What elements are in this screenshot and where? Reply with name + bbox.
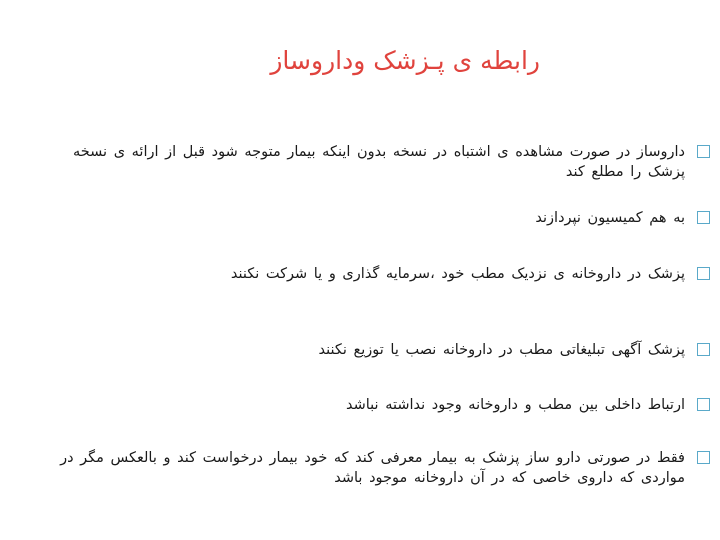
bullet-text: پزشک آگهی تبلیغاتی مطب در داروخانه نصب یا توزیع نکنند: [318, 342, 685, 358]
bullet-item: [40, 340, 710, 360]
hollow-square-bullet-icon: [697, 145, 710, 158]
hollow-square-bullet-icon: [697, 211, 710, 224]
bullet-text: پزشک در داروخانه ی نزدیک مطب خود ،سرمایه گذاری و یا شرکت نکنند: [230, 266, 685, 282]
bullet-text: ارتباط داخلی بین مطب و داروخانه وجود نداشته نباشد: [346, 397, 685, 413]
bullet-text: داروساز در صورت مشاهده ی اشتباه در نسخه بدون اینکه بیمار متوجه شود قبل از ارائه ی نسخه پزشک را مطلع کند: [72, 144, 685, 180]
hollow-square-bullet-icon: [697, 398, 710, 411]
bullet-text: به هم کمیسیون نپردازند: [535, 210, 685, 226]
bullet-item: [40, 395, 710, 415]
bullet-item: [40, 448, 710, 488]
hollow-square-bullet-icon: [697, 343, 710, 356]
bullet-item: [40, 264, 710, 284]
bullet-item: [40, 142, 710, 182]
bullet-text: فقط در صورتی دارو ساز پزشک به بیمار معرفی کند که خود بیمار درخواست کند و بالعکس مگر در مواردی که داروی خاصی که در آن داروخانه موجود باشد: [60, 450, 685, 486]
bullet-item: [40, 208, 710, 228]
hollow-square-bullet-icon: [697, 267, 710, 280]
slide-title: رابطه ی پـزشک وداروساز: [270, 46, 540, 75]
hollow-square-bullet-icon: [697, 451, 710, 464]
